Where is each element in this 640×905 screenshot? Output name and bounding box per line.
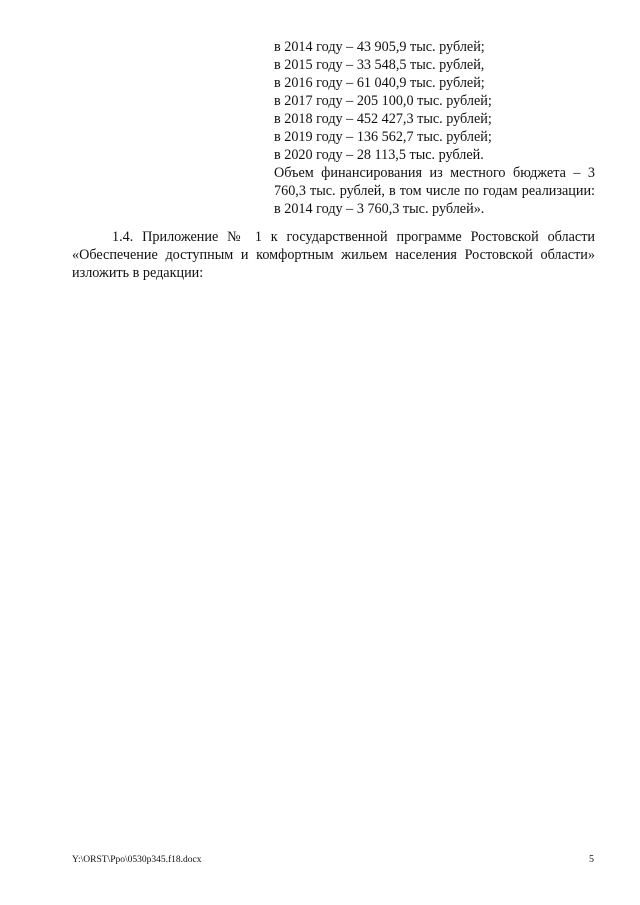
funding-year-2016: в 2016 году – 61 040,9 тыс. рублей; [274, 75, 485, 91]
footer-file-path: Y:\ORST\Ppo\0530p345.f18.docx [72, 855, 202, 865]
funding-block [274, 38, 595, 218]
section-1-4-paragraph: 1.4. Приложение № 1 к государственной программе Ростовской области «Обеспечение доступным и комфортным жильем населения Ростовской области» изложить в редакции: [72, 229, 595, 281]
funding-year-2017: в 2017 году – 205 100,0 тыс. рублей; [274, 93, 492, 109]
funding-year-2018: в 2018 году – 452 427,3 тыс. рублей; [274, 111, 492, 127]
local-budget-paragraph: Объем финансирования из местного бюджета – 3 760,3 тыс. рублей, в том числе по годам реализации: в 2014 году – 3 760,3 тыс. рублей». [274, 165, 595, 217]
funding-year-2019: в 2019 году – 136 562,7 тыс. рублей; [274, 129, 492, 145]
page-number: 5 [589, 854, 594, 865]
funding-year-2014: в 2014 году – 43 905,9 тыс. рублей; [274, 39, 485, 55]
funding-year-2020: в 2020 году – 28 113,5 тыс. рублей. [274, 147, 484, 163]
funding-year-2015: в 2015 году – 33 548,5 тыс. рублей, [274, 57, 485, 73]
